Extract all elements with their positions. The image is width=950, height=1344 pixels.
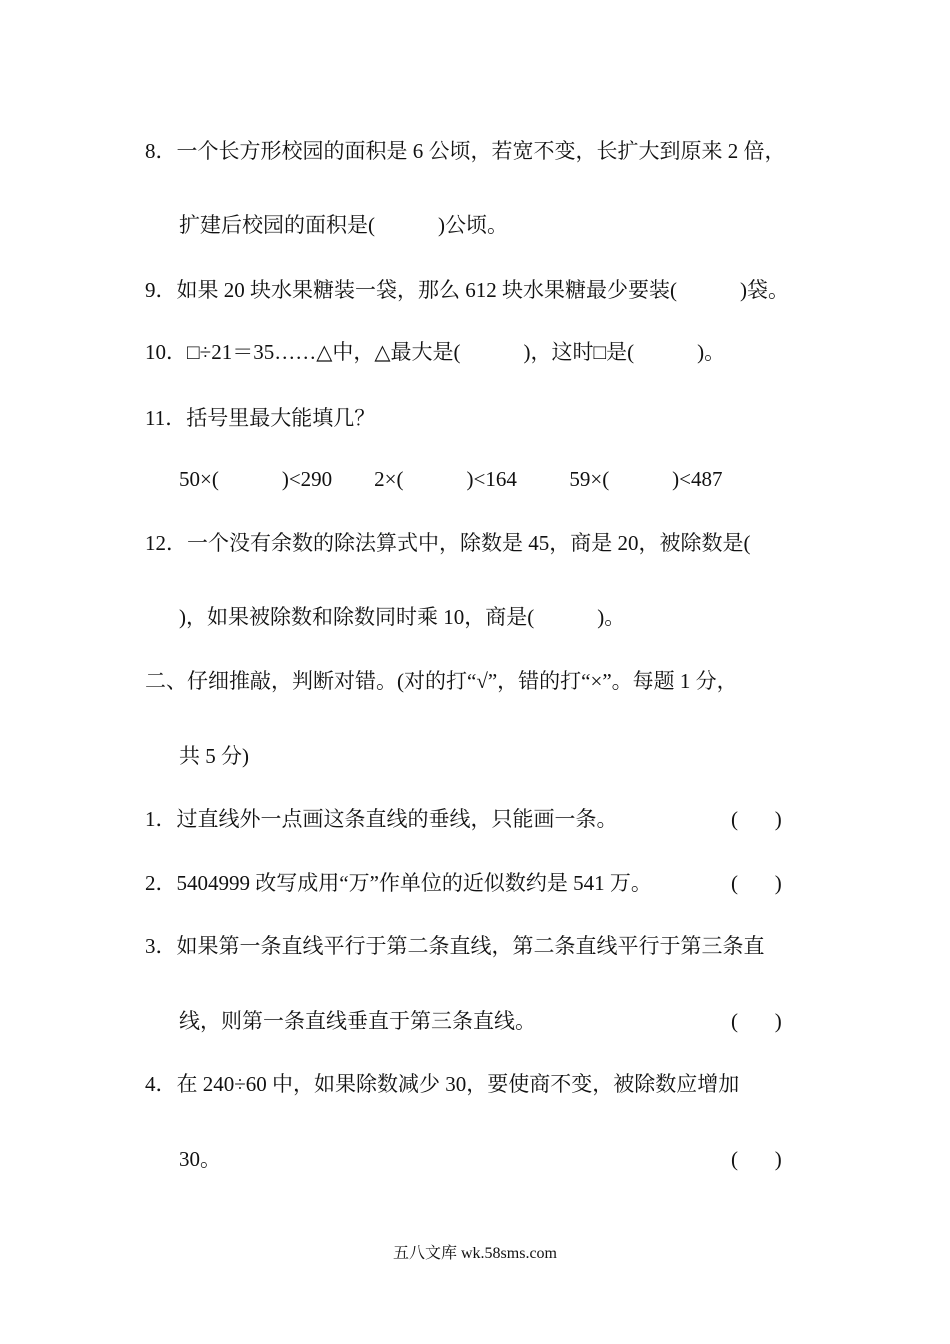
judge-answer-blank-4: ( ) bbox=[731, 1147, 782, 1171]
section-2-heading-line-1: 二、仔细推敲，判断对错。(对的打“√”，错的打“×”。每题 1 分， bbox=[145, 669, 738, 693]
judge-answer-blank-3: ( ) bbox=[731, 1009, 782, 1033]
judge-question-4-line-1: 4．在 240÷60 中，如果除数减少 30，要使商不变，被除数应增加 bbox=[145, 1072, 740, 1096]
judge-answer-blank-1: ( ) bbox=[731, 807, 782, 831]
page-footer-watermark: 五八文库 wk.58sms.com bbox=[392, 1245, 557, 1262]
question-12-line-1: 12．一个没有余数的除法算式中，除数是 45，商是 20，被除数是( bbox=[145, 531, 751, 555]
question-10: 10．□÷21＝35……△中，△最大是( )，这时□是( )。 bbox=[145, 340, 726, 364]
judge-question-2: 2．5404999 改写成用“万”作单位的近似数约是 541 万。 bbox=[145, 871, 652, 895]
question-8-line-2: 扩建后校园的面积是( )公顷。 bbox=[179, 213, 508, 237]
judge-question-3-line-1: 3．如果第一条直线平行于第二条直线，第二条直线平行于第三条直 bbox=[145, 934, 765, 958]
judge-question-1: 1．过直线外一点画这条直线的垂线，只能画一条。 bbox=[145, 807, 618, 831]
judge-question-4-line-2: 30。 bbox=[179, 1147, 221, 1171]
question-8-line-1: 8．一个长方形校园的面积是 6 公顷，若宽不变，长扩大到原来 2 倍， bbox=[145, 139, 786, 163]
question-9: 9．如果 20 块水果糖装一袋，那么 612 块水果糖最少要装( )袋。 bbox=[145, 278, 789, 302]
judge-question-3-line-2: 线，则第一条直线垂直于第三条直线。 bbox=[179, 1009, 536, 1033]
judge-answer-blank-2: ( ) bbox=[731, 871, 782, 895]
question-11: 11．括号里最大能填几？ bbox=[145, 406, 376, 430]
question-11-expressions: 50×( )<290 2×( )<164 59×( )<487 bbox=[179, 467, 723, 491]
question-12-line-2: )，如果被除数和除数同时乘 10，商是( )。 bbox=[179, 605, 626, 629]
section-2-heading-line-2: 共 5 分) bbox=[179, 744, 249, 768]
